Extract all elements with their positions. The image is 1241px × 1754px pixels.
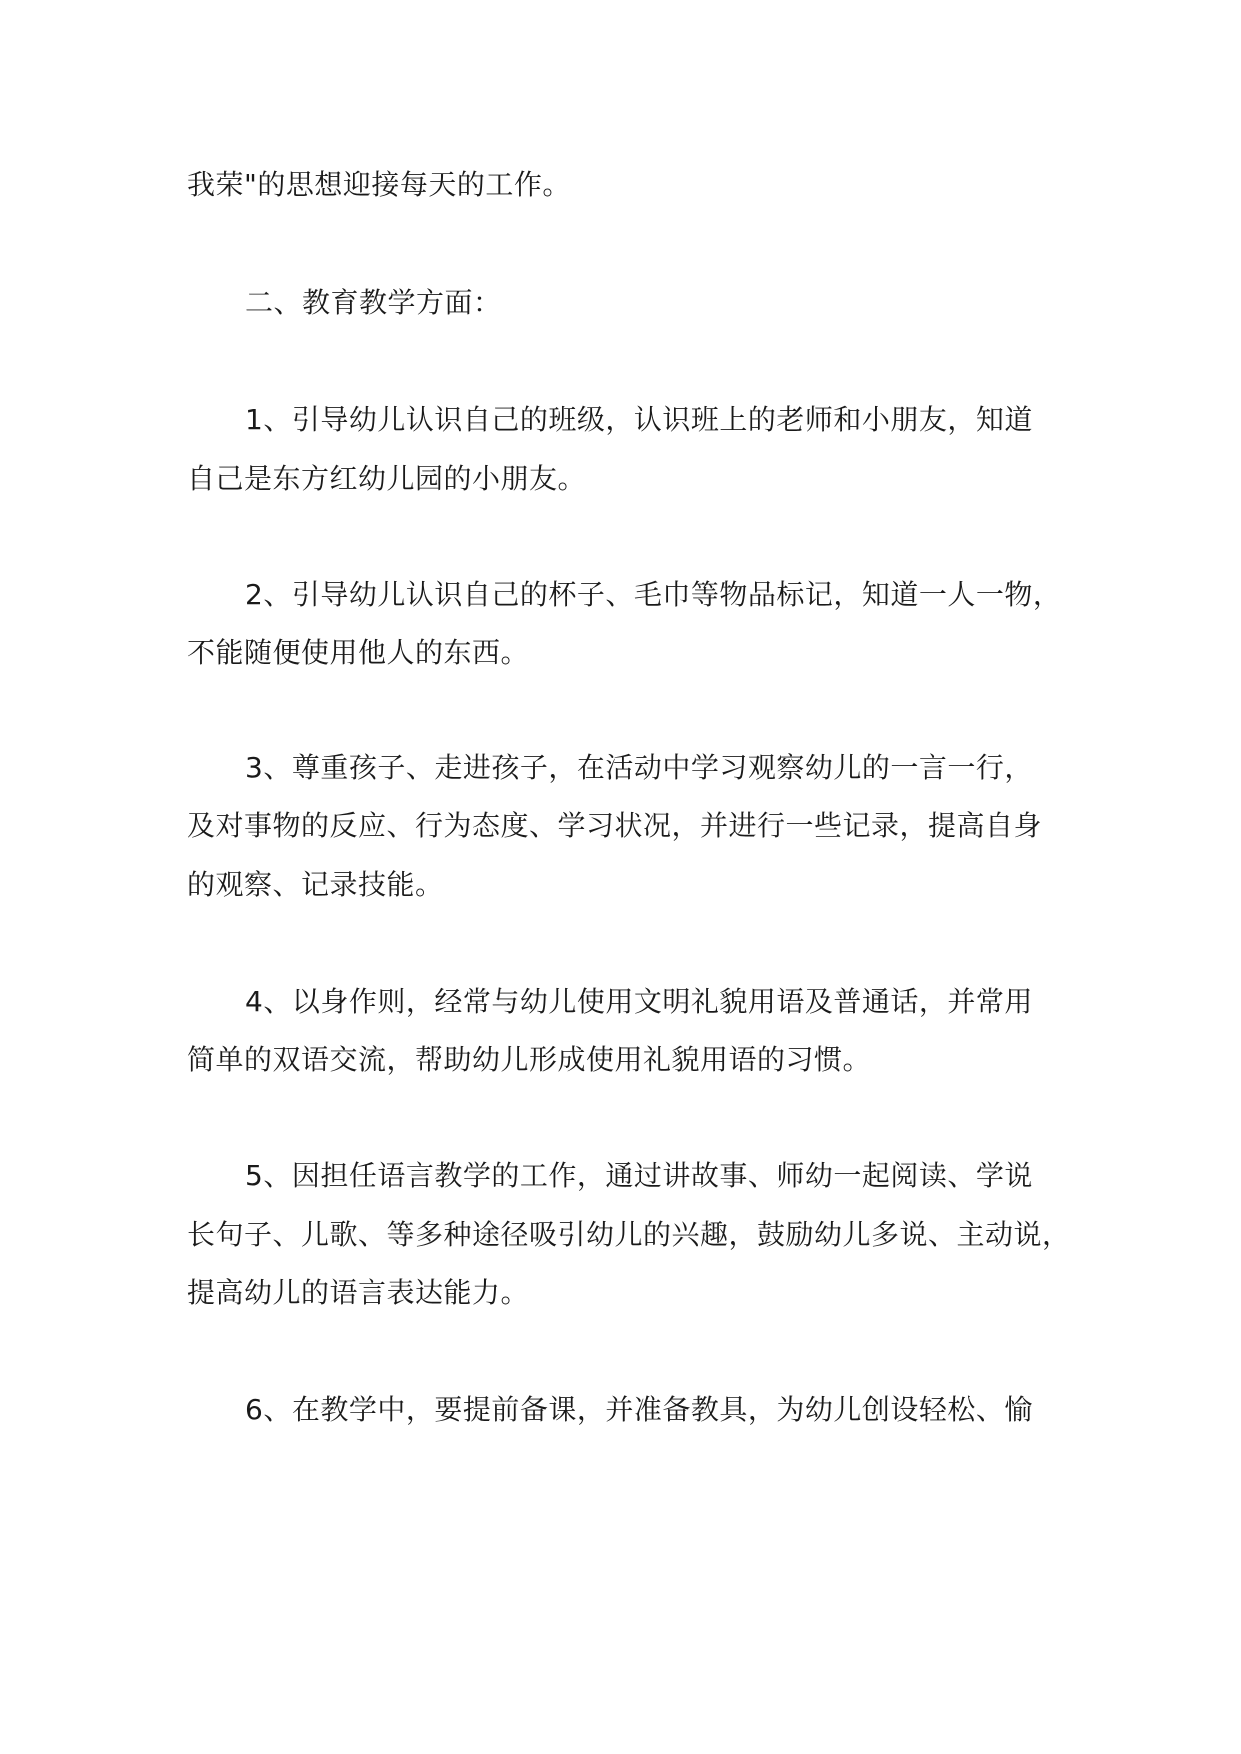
paragraph-line: 6、在教学中，要提前备课，并准备教具，为幼儿创设轻松、愉 — [245, 1393, 1033, 1426]
paragraph-line: 4、以身作则，经常与幼儿使用文明礼貌用语及普通话，并常用 — [245, 985, 1033, 1018]
paragraph-line: 2、引导幼儿认识自己的杯子、毛巾等物品标记，知道一人一物， — [245, 578, 1062, 611]
paragraph-line: 我荣"的思想迎接每天的工作。 — [187, 168, 571, 201]
paragraph-line: 及对事物的反应、行为态度、学习状况，并进行一些记录，提高自身 — [187, 809, 1043, 842]
paragraph-line: 的观察、记录技能。 — [187, 868, 444, 901]
paragraph-line: 长句子、儿歌、等多种途径吸引幼儿的兴趣，鼓励幼儿多说、主动说， — [187, 1218, 1071, 1251]
paragraph-line: 5、因担任语言教学的工作，通过讲故事、师幼一起阅读、学说 — [245, 1159, 1033, 1192]
paragraph-line: 自己是东方红幼儿园的小朋友。 — [187, 462, 587, 495]
paragraph-line: 提高幼儿的语言表达能力。 — [187, 1276, 530, 1309]
paragraph-line: 1、引导幼儿认识自己的班级，认识班上的老师和小朋友，知道 — [245, 403, 1033, 436]
paragraph-line: 不能随便使用他人的东西。 — [187, 636, 530, 669]
section-heading: 二、教育教学方面： — [245, 286, 502, 319]
paragraph-line: 简单的双语交流，帮助幼儿形成使用礼貌用语的习惯。 — [187, 1043, 872, 1076]
paragraph-line: 3、尊重孩子、走进孩子，在活动中学习观察幼儿的一言一行， — [245, 751, 1033, 784]
